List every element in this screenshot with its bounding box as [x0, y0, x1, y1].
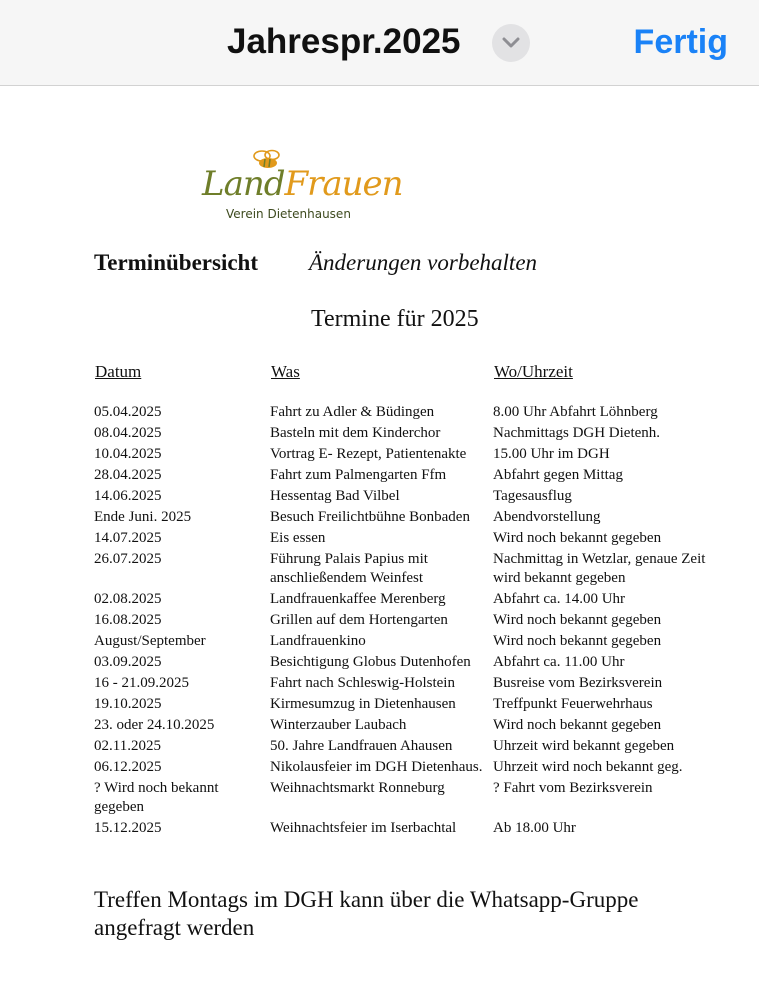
cell-date: 28.04.2025: [94, 467, 162, 483]
cell-what: Kirmesumzug in Dietenhausen: [270, 696, 456, 712]
cell-what: Weihnachtsfeier im Iserbachtal: [270, 820, 457, 836]
table-row: [94, 443, 714, 464]
cell-what: Nikolausfeier im DGH Dietenhaus.: [270, 759, 483, 775]
event-table: [94, 401, 714, 838]
landfrauen-logo: [198, 148, 403, 228]
cell-where: Uhrzeit wird noch bekannt geg.: [493, 759, 683, 775]
cell-what: Grillen auf dem Hortengarten: [270, 612, 448, 628]
cell-what: Besuch Freilichtbühne Bonbaden: [270, 509, 470, 525]
cell-where: ? Fahrt vom Bezirksverein: [493, 780, 653, 796]
cell-where: Wird noch bekannt gegeben: [493, 530, 662, 546]
table-row: [94, 422, 714, 443]
cell-what: Führung Palais Papius mit anschließendem Weinfest: [270, 551, 428, 586]
cell-what: Landfrauenkaffee Merenberg: [270, 591, 446, 607]
footer-note: Treffen Montags im DGH kann über die Whatsapp-Gruppe angefragt werden: [94, 887, 639, 940]
table-row: [94, 651, 714, 672]
cell-what: Eis essen: [270, 530, 326, 546]
cell-what: Fahrt nach Schleswig-Holstein: [270, 675, 455, 691]
table-row: [94, 401, 714, 422]
cell-date: 02.08.2025: [94, 591, 162, 607]
cell-where: Wird noch bekannt gegeben: [493, 612, 662, 628]
cell-date: 02.11.2025: [94, 738, 161, 754]
column-header-date: Datum: [95, 362, 142, 381]
title-menu-button[interactable]: [492, 24, 530, 62]
logo-wordmark: [202, 164, 403, 204]
cell-date: 08.04.2025: [94, 425, 162, 441]
cell-date: 16 - 21.09.2025: [94, 675, 189, 691]
cell-where: 8.00 Uhr Abfahrt Löhnberg: [493, 404, 658, 420]
cell-date: 06.12.2025: [94, 759, 162, 775]
table-row: [94, 714, 714, 735]
table-row: [94, 630, 714, 651]
cell-where: Abfahrt ca. 14.00 Uhr: [493, 591, 626, 607]
logo-subtitle: Verein Dietenhausen: [226, 207, 351, 221]
document-subtitle: Termine für 2025: [311, 306, 479, 332]
cell-date: 05.04.2025: [94, 404, 162, 420]
cell-date: 10.04.2025: [94, 446, 162, 462]
cell-date: 15.12.2025: [94, 820, 162, 836]
table-row: [94, 756, 714, 777]
cell-where: Tagesausflug: [493, 488, 572, 504]
table-row: [94, 506, 714, 527]
cell-where: Nachmittag in Wetzlar, genaue Zeit wird bekannt gegeben: [493, 551, 706, 586]
cell-date: 19.10.2025: [94, 696, 162, 712]
cell-what: Vortrag E- Rezept, Patientenakte: [270, 446, 467, 462]
cell-where: Nachmittags DGH Dietenh.: [493, 425, 661, 441]
cell-date: 14.06.2025: [94, 488, 162, 504]
table-row: [94, 735, 714, 756]
table-row: [94, 548, 714, 588]
table-row: [94, 672, 714, 693]
cell-where: Wird noch bekannt gegeben: [493, 633, 662, 649]
cell-what: Fahrt zu Adler & Büdingen: [270, 404, 435, 420]
document-title[interactable]: Jahrespr.2025: [227, 22, 461, 61]
cell-where: Abfahrt gegen Mittag: [493, 467, 623, 483]
table-row: [94, 485, 714, 506]
cell-where: Ab 18.00 Uhr: [493, 820, 576, 836]
cell-what: 50. Jahre Landfrauen Ahausen: [270, 738, 453, 754]
cell-date: Ende Juni. 2025: [94, 509, 192, 525]
cell-what: Weihnachtsmarkt Ronneburg: [270, 780, 445, 796]
cell-what: Winterzauber Laubach: [270, 717, 407, 733]
top-toolbar: [0, 0, 759, 86]
table-row: [94, 527, 714, 548]
cell-date: 23. oder 24.10.2025: [94, 717, 215, 733]
cell-what: Landfrauenkino: [270, 633, 366, 649]
table-row: [94, 777, 714, 817]
chevron-down-icon: [502, 37, 520, 49]
table-row: [94, 817, 714, 838]
cell-where: Uhrzeit wird bekannt gegeben: [493, 738, 675, 754]
logo-word-frauen: Frauen: [284, 164, 403, 204]
document-heading: Terminübersicht: [94, 250, 258, 275]
cell-what: Fahrt zum Palmengarten Ffm: [270, 467, 447, 483]
table-row: [94, 588, 714, 609]
cell-where: 15.00 Uhr im DGH: [493, 446, 610, 462]
table-row: [94, 693, 714, 714]
cell-where: Abfahrt ca. 11.00 Uhr: [493, 654, 625, 670]
cell-what: Basteln mit dem Kinderchor: [270, 425, 441, 441]
column-header-what: Was: [271, 362, 300, 381]
cell-date: August/September: [94, 633, 206, 649]
logo-word-land: Land: [202, 164, 285, 204]
done-button[interactable]: Fertig: [633, 23, 728, 61]
column-header-where: Wo/Uhrzeit: [494, 362, 573, 381]
cell-where: Busreise vom Bezirksverein: [493, 675, 663, 691]
cell-what: Hessentag Bad Vilbel: [270, 488, 400, 504]
cell-where: Abendvorstellung: [493, 509, 601, 525]
table-row: [94, 609, 714, 630]
document-note: Änderungen vorbehalten: [309, 250, 538, 275]
cell-date: 03.09.2025: [94, 654, 162, 670]
table-row: [94, 464, 714, 485]
cell-what: Besichtigung Globus Dutenhofen: [270, 654, 471, 670]
cell-where: Wird noch bekannt gegeben: [493, 717, 662, 733]
cell-date: 26.07.2025: [94, 551, 162, 567]
cell-where: Treffpunkt Feuerwehrhaus: [493, 696, 653, 712]
cell-date: ? Wird noch bekannt gegeben: [94, 780, 219, 815]
cell-date: 16.08.2025: [94, 612, 162, 628]
cell-date: 14.07.2025: [94, 530, 162, 546]
